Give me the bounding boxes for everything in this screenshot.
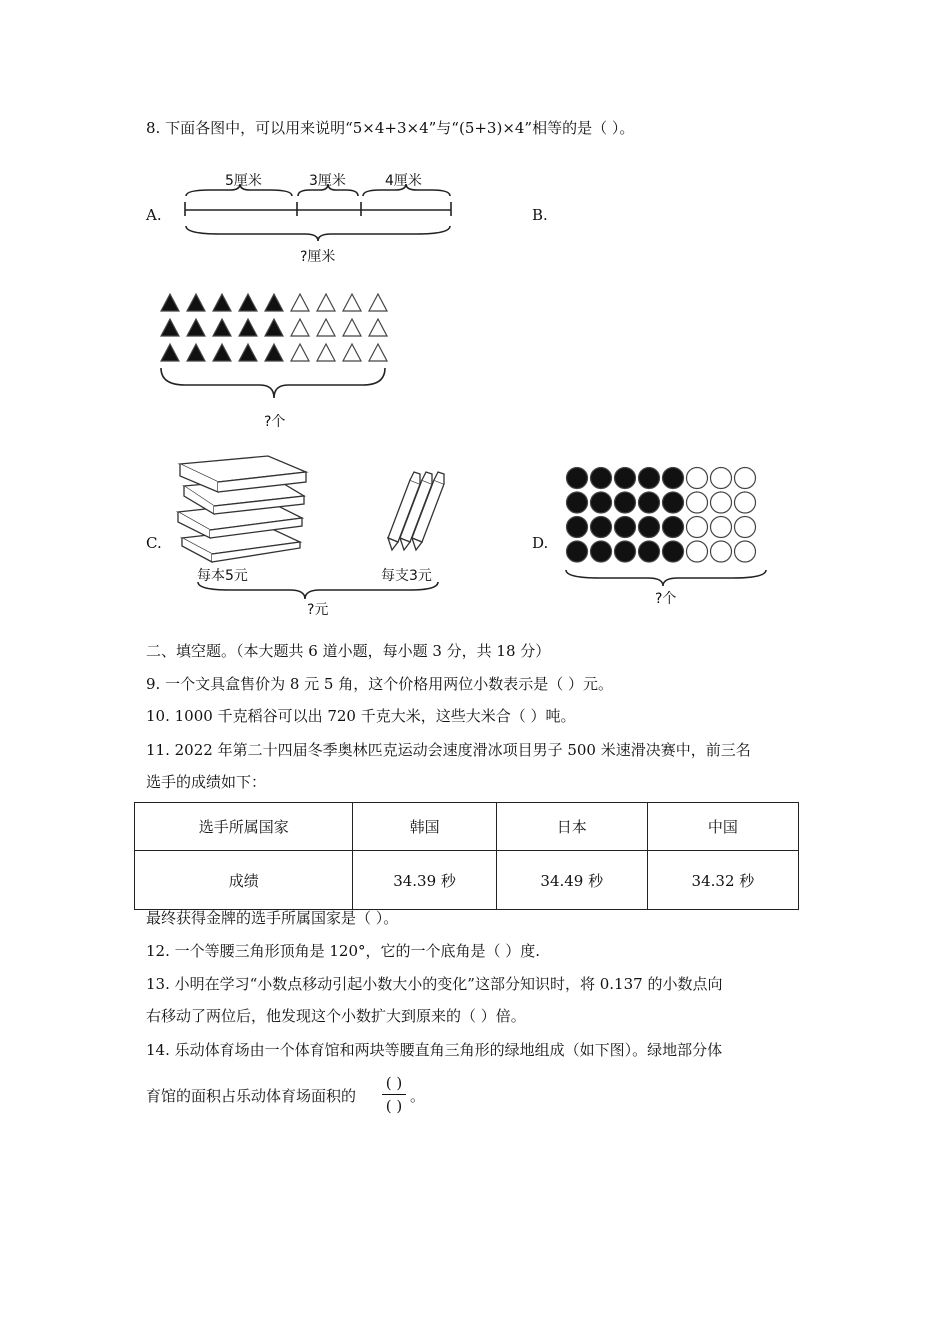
filled-triangle	[265, 319, 283, 336]
filled-dot	[663, 517, 684, 538]
brace-bottom	[186, 226, 450, 241]
fraction-bar	[382, 1094, 406, 1095]
filled-dot	[615, 492, 636, 513]
fraction-numerator: ( )	[385, 1074, 403, 1092]
a-seg2-label: 3厘米	[309, 173, 346, 189]
filled-dot	[663, 492, 684, 513]
q14-line2: 育馆的面积占乐动体育场面积的	[146, 1087, 357, 1105]
filled-dot	[591, 492, 612, 513]
filled-dot	[615, 468, 636, 489]
figure-d-dots	[560, 462, 775, 592]
a-seg3-label: 4厘米	[385, 173, 422, 189]
figure-b-triangles	[155, 288, 395, 408]
outline-triangle	[317, 319, 335, 336]
outline-triangle	[369, 319, 387, 336]
filled-triangle	[161, 294, 179, 311]
outline-dot	[711, 541, 732, 562]
outline-triangle	[317, 344, 335, 361]
section2-heading: 二、填空题。（本大题共 6 道小题，每小题 3 分，共 18 分）	[146, 642, 551, 660]
outline-dot	[687, 541, 708, 562]
row-label-score: 成绩	[135, 851, 353, 910]
filled-dot	[591, 517, 612, 538]
score-china: 34.32 秒	[647, 851, 798, 910]
filled-triangle	[239, 344, 257, 361]
brace-b	[161, 368, 385, 398]
filled-dot	[591, 541, 612, 562]
filled-triangle	[239, 294, 257, 311]
c-total-label: ?元	[307, 602, 329, 618]
filled-triangle	[265, 294, 283, 311]
outline-triangle	[291, 319, 309, 336]
brace-d	[566, 570, 766, 586]
filled-dot	[663, 541, 684, 562]
filled-triangle	[265, 344, 283, 361]
c-pens-price: 每支3元	[381, 568, 432, 584]
q14-end: 。	[410, 1087, 426, 1105]
outline-dot	[687, 517, 708, 538]
option-c-letter: C.	[146, 534, 162, 552]
filled-triangle	[213, 344, 231, 361]
filled-dot	[567, 492, 588, 513]
outline-triangle	[343, 294, 361, 311]
filled-triangle	[213, 319, 231, 336]
filled-dot	[567, 468, 588, 489]
filled-triangle	[187, 294, 205, 311]
header-country: 选手所属国家	[135, 803, 353, 851]
outline-dot	[687, 468, 708, 489]
filled-dot	[639, 541, 660, 562]
table-row	[135, 851, 799, 910]
q12-text: 12. 一个等腰三角形顶角是 120°，它的一个底角是（ ）度.	[146, 942, 541, 960]
filled-triangle	[239, 319, 257, 336]
fraction-denominator: ( )	[385, 1097, 403, 1115]
outline-dot	[711, 517, 732, 538]
q14-line1: 14. 乐动体育场由一个体育馆和两块等腰直角三角形的绿地组成（如下图）。绿地部分体	[146, 1041, 723, 1059]
score-japan: 34.49 秒	[496, 851, 647, 910]
filled-dot	[639, 468, 660, 489]
outline-triangle	[343, 344, 361, 361]
pens-icon	[388, 472, 444, 550]
books-icon	[178, 456, 306, 562]
q8-stem: 8. 下面各图中，可以用来说明“5×4+3×4”与“(5+3)×4”相等的是（ ）。	[146, 119, 635, 137]
option-d-letter: D.	[532, 534, 549, 552]
q11-after: 最终获得金牌的选手所属国家是（ ）。	[146, 909, 399, 927]
filled-dot	[615, 517, 636, 538]
filled-triangle	[161, 319, 179, 336]
d-total-label: ?个	[655, 591, 677, 607]
fraction-blank	[382, 1074, 406, 1115]
filled-dot	[591, 468, 612, 489]
filled-dot	[639, 492, 660, 513]
a-seg1-label: 5厘米	[225, 173, 262, 189]
filled-triangle	[161, 344, 179, 361]
filled-triangle	[187, 344, 205, 361]
filled-triangle	[213, 294, 231, 311]
outline-triangle	[291, 294, 309, 311]
q9-text: 9. 一个文具盒售价为 8 元 5 角，这个价格用两位小数表示是（ ）元。	[146, 675, 614, 693]
header-china: 中国	[647, 803, 798, 851]
outline-dot	[735, 541, 756, 562]
filled-dot	[663, 468, 684, 489]
figure-c-books-pens	[170, 450, 470, 610]
outline-triangle	[317, 294, 335, 311]
filled-triangle	[187, 319, 205, 336]
q11-line1: 11. 2022 年第二十四届冬季奥林匹克运动会速度滑冰项目男子 500 米速滑决赛中，前三名	[146, 741, 751, 759]
outline-dot	[711, 468, 732, 489]
outline-triangle	[343, 319, 361, 336]
q13-line1: 13. 小明在学习“小数点移动引起小数大小的变化”这部分知识时，将 0.137 的小数点向	[146, 975, 723, 993]
filled-dot	[615, 541, 636, 562]
outline-dot	[735, 517, 756, 538]
outline-triangle	[369, 294, 387, 311]
outline-triangle	[291, 344, 309, 361]
option-b-letter: B.	[532, 206, 548, 224]
score-korea: 34.39 秒	[353, 851, 496, 910]
a-total-label: ?厘米	[300, 249, 336, 265]
filled-dot	[567, 541, 588, 562]
header-korea: 韩国	[353, 803, 496, 851]
outline-dot	[711, 492, 732, 513]
b-total-label: ?个	[264, 414, 286, 430]
outline-triangle	[369, 344, 387, 361]
q10-text: 10. 1000 千克稻谷可以出 720 千克大米，这些大米合（ ）吨。	[146, 707, 576, 725]
header-japan: 日本	[496, 803, 647, 851]
c-books-price: 每本5元	[197, 568, 248, 584]
filled-dot	[567, 517, 588, 538]
table-header-row	[135, 803, 799, 851]
option-a-letter: A.	[146, 206, 162, 224]
q11-line2: 选手的成绩如下：	[146, 773, 267, 791]
outline-dot	[735, 468, 756, 489]
outline-dot	[735, 492, 756, 513]
q13-line2: 右移动了两位后，他发现这个小数扩大到原来的（ ）倍。	[146, 1007, 526, 1025]
filled-dot	[639, 517, 660, 538]
results-table	[134, 802, 799, 910]
outline-dot	[687, 492, 708, 513]
